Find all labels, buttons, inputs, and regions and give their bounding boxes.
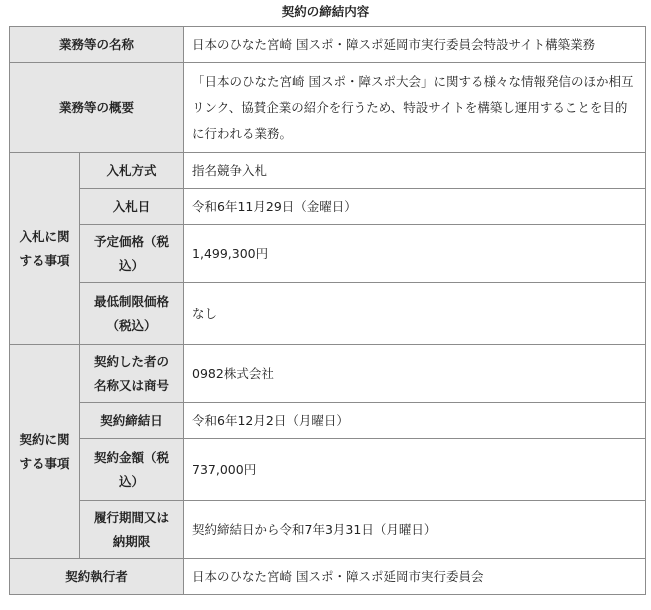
bidding-date-label: 入札日 [80, 189, 184, 225]
table-row [10, 283, 646, 345]
minimum-price-label: 最低制限価格（税込） [80, 283, 184, 345]
estimated-price-label: 予定価格（税込） [80, 225, 184, 283]
table-row [10, 27, 646, 63]
table-row [10, 559, 646, 595]
estimated-price-value: 1,499,300円 [184, 225, 646, 283]
contractor-name-value: 0982株式会社 [184, 345, 646, 403]
table-row [10, 153, 646, 189]
contract-group-label: 契約に関する事項 [10, 345, 80, 559]
bidding-date-value: 令和6年11月29日（金曜日） [184, 189, 646, 225]
minimum-price-value: なし [184, 283, 646, 345]
contractor-name-label: 契約した者の名称又は商号 [80, 345, 184, 403]
bidding-method-label: 入札方式 [80, 153, 184, 189]
table-row [10, 403, 646, 439]
performance-period-value: 契約締結日から令和7年3月31日（月曜日） [184, 501, 646, 559]
contract-amount-value: 737,000円 [184, 439, 646, 501]
contract-amount-label: 契約金額（税込） [80, 439, 184, 501]
bidding-group-label: 入札に関する事項 [10, 153, 80, 345]
contract-date-label: 契約締結日 [80, 403, 184, 439]
business-name-label: 業務等の名称 [10, 27, 184, 63]
business-summary-value: 「日本のひなた宮崎 国スポ・障スポ大会」に関する様々な情報発信のほか相互リンク、協賛企業の紹介を行うため、特設サイトを構築し運用することを目的に行われる業務。 [184, 63, 646, 153]
table-caption: 契約の締結内容 [281, 4, 370, 19]
bidding-method-value: 指名競争入札 [184, 153, 646, 189]
business-name-value: 日本のひなた宮崎 国スポ・障スポ延岡市実行委員会特設サイト構築業務 [184, 27, 646, 63]
executor-label: 契約執行者 [10, 559, 184, 595]
table-row [10, 63, 646, 153]
table-row [10, 345, 646, 403]
table-row [10, 501, 646, 559]
business-summary-label: 業務等の概要 [10, 63, 184, 153]
table-row [10, 439, 646, 501]
performance-period-label: 履行期間又は納期限 [80, 501, 184, 559]
table-row [10, 225, 646, 283]
table-row [10, 189, 646, 225]
contract-date-value: 令和6年12月2日（月曜日） [184, 403, 646, 439]
contract-details-table [9, 26, 646, 595]
executor-value: 日本のひなた宮崎 国スポ・障スポ延岡市実行委員会 [184, 559, 646, 595]
